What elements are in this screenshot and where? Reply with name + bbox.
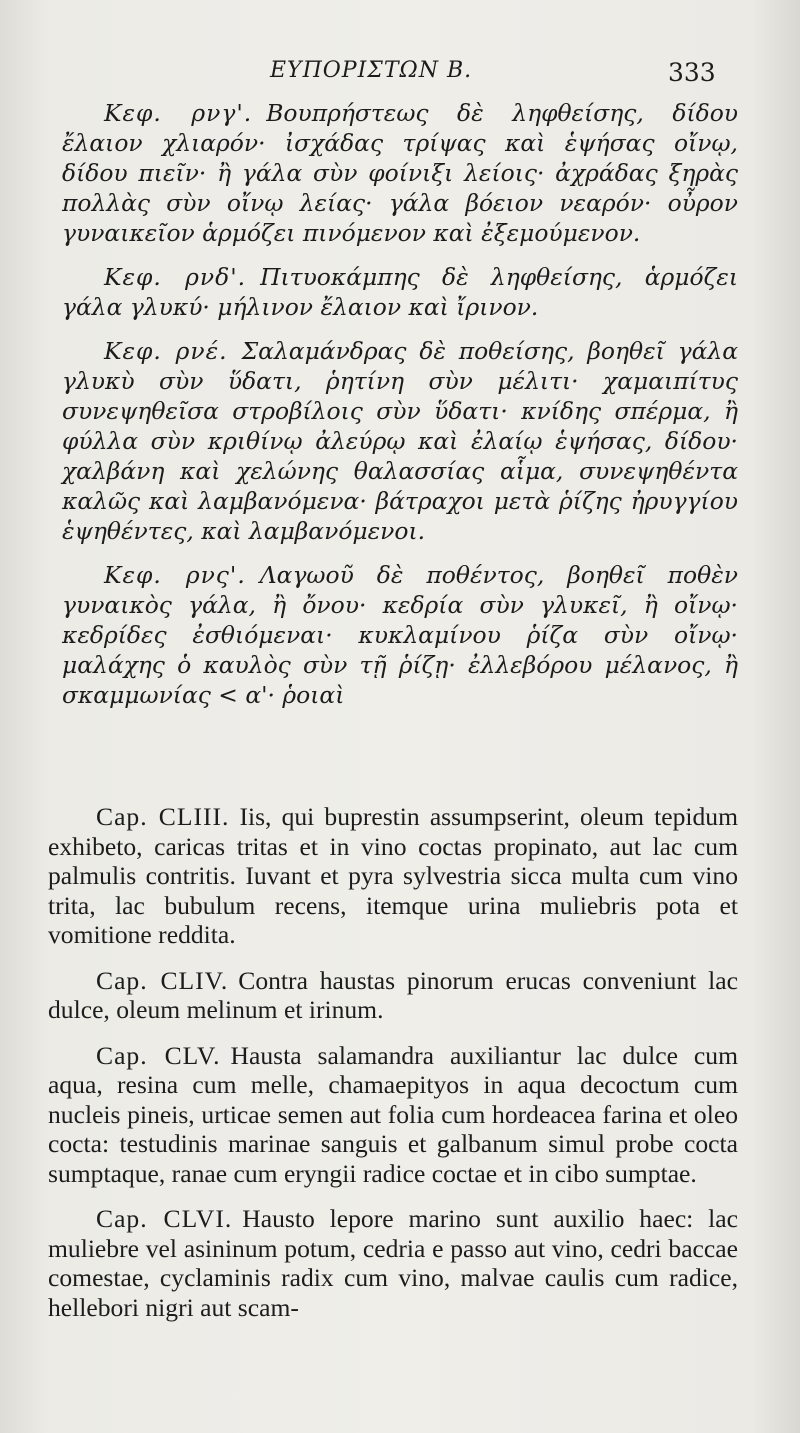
page-header <box>0 58 800 92</box>
chapter-label: Cap. CLVI. <box>96 1204 233 1233</box>
paragraph-text: Iis, qui buprestin assumpserint, oleum tepidum exhibeto, caricas tritas et in vino coctas propinato, aut lac cum palmulis contritis. Iuvant et pyra sylvestria sicca multa cum vino trita, lac bubulum recens, itemque urina muliebris pota et vomitione reddita. <box>48 802 738 949</box>
chapter-label: Κεφ. ρνέ. <box>104 337 228 365</box>
paragraph-text: Hausta salamandra auxiliantur lac dulce cum aqua, resina cum melle, chamaepityos in aqua decoctum cum nucleis pineis, urticae semen aut folia cum hordeacea farina et oleo cocta: testudinis marinae sanguis et galbanum simul probe cocta sumptaque, ranae cum eryngii radice coctae et in cibo sumptae. <box>48 1040 738 1188</box>
greek-paragraph-155 <box>62 336 738 546</box>
chapter-label: Κεφ. ρνγ'. <box>104 99 253 127</box>
latin-paragraph-156 <box>48 1204 738 1322</box>
greek-paragraph-156 <box>62 560 738 710</box>
paragraph-text: Contra haustas pinorum erucas conveniunt lac dulce, oleum melinum et irinum. <box>48 965 738 1024</box>
greek-paragraph-153 <box>62 98 738 248</box>
chapter-label: Κεφ. ρνς'. <box>104 561 246 589</box>
latin-text-block <box>48 802 738 1338</box>
chapter-label: Cap. CLIV. <box>96 965 229 995</box>
chapter-label: Cap. CLV. <box>96 1040 221 1070</box>
latin-paragraph-154 <box>48 966 738 1025</box>
greek-paragraph-154 <box>62 262 738 322</box>
paragraph-text: Βουπρήστεως δὲ ληφθείσης, δίδου ἔλαιον χλιαρόν· ἰσχάδας τρίψας καὶ ἑψήσας οἴνῳ, δίδου πιεῖν· ἢ γάλα σὺν φοίνιξι λείοις· ἀχράδας ξηρὰς πολλὰς σὺν οἴνῳ λείας· γάλα βόειον νεαρόν· οὖρον γυναικεῖον ἁρμόζει πινόμενον καὶ ἐξεμούμενον. <box>62 99 738 247</box>
chapter-label: Cap. CLIII. <box>96 802 230 831</box>
paragraph-text: Πιτυοκάμπης δὲ ληφθείσης, ἁρμόζει γάλα γλυκύ· μήλινον ἔλαιον καὶ ἴρινον. <box>62 263 738 321</box>
paragraph-text: Σαλαμάνδρας δὲ ποθείσης, βοηθεῖ γάλα γλυκὺ σὺν ὕδατι, ῥητίνη σὺν μέλιτι· χαμαιπίτυς συνεψηθεῖσα στροβίλοις σὺν ὕδατι· κνίδης σπέρμα, ἢ φύλλα σὺν κριθίνῳ ἀλεύρῳ καὶ ἐλαίῳ ἑψήσας, δίδου· χαλβάνη καὶ χελώνης θαλασσίας αἷμα, συνεψηθέντα καλῶς καὶ λαμβανόμενα· βάτραχοι μετὰ ῥίζης ἠρυγγίου ἑψηθέντες, καὶ λαμβανόμενοι. <box>62 337 739 545</box>
running-title: ΕΥΠΟΡΙΣΤΩΝ Β. <box>270 58 473 83</box>
paragraph-text: Λαγωοῦ δὲ ποθέντος, βοηθεῖ ποθὲν γυναικὸς γάλα, ἢ ὄνου· κεδρία σὺν γλυκεῖ, ἢ οἴνῳ· κεδρίδες ἐσθιόμεναι· κυκλαμίνου ῥίζα σὺν οἴνῳ· μαλάχης ὁ καυλὸς σὺν τῇ ῥίζῃ· ἐλλεβόρου μέλανος, ἢ σκαμμωνίας < α'· ῥοιαὶ <box>62 561 738 709</box>
latin-paragraph-155 <box>48 1041 738 1189</box>
paragraph-text: Hausto lepore marino sunt auxilio haec: lac muliebre vel asininum potum, cedria e passo aut vino, cedri baccae comestae, cyclaminis radix cum vino, malvae caulis cum radice, hellebori nigri aut scam- <box>48 1204 738 1322</box>
chapter-label: Κεφ. ρνδ'. <box>104 263 247 291</box>
page-number: 333 <box>668 58 716 87</box>
latin-paragraph-153 <box>48 802 738 950</box>
greek-text-block <box>62 98 738 724</box>
